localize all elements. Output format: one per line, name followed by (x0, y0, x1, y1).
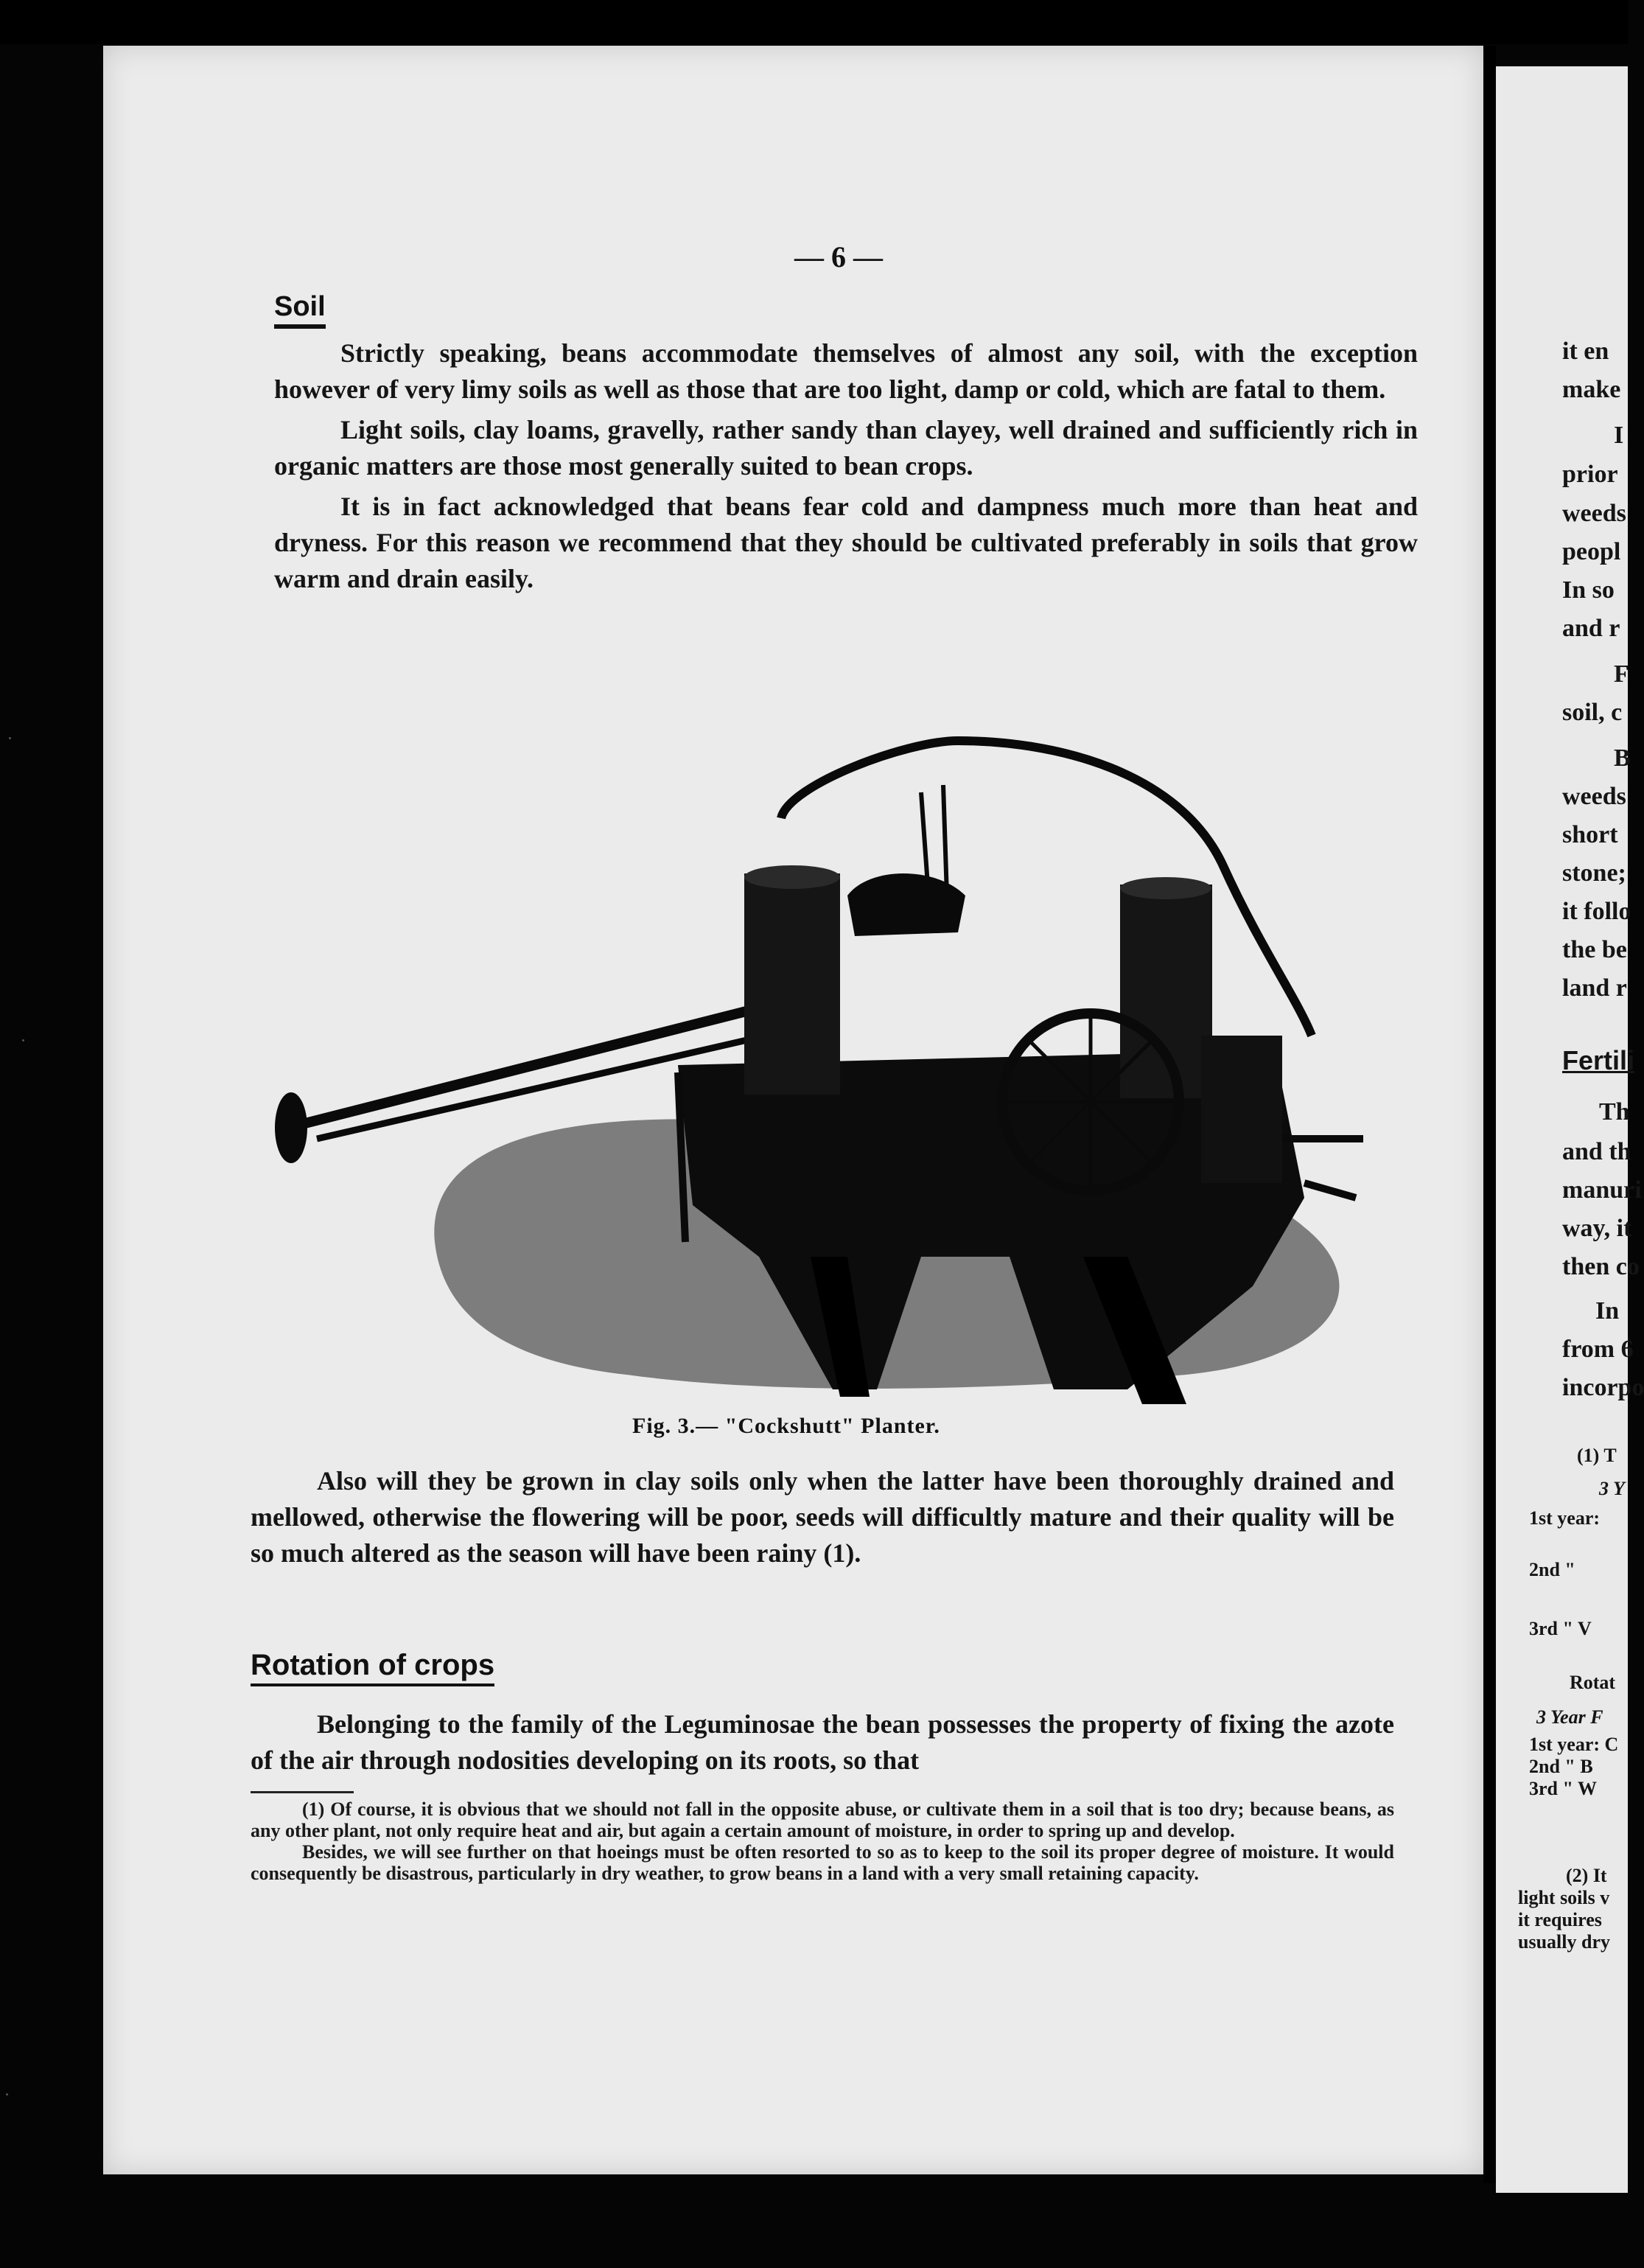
right-page-fragment: it follo (1562, 898, 1631, 925)
right-page-fragment: peopl (1562, 538, 1621, 565)
right-page-fragment: (2) It (1566, 1865, 1607, 1886)
right-page-fragment: prior (1562, 461, 1618, 488)
right-page-fragment: 3 Y (1599, 1478, 1625, 1499)
page-number: — 6 — (794, 240, 883, 273)
right-page-fragment: weeds (1562, 500, 1626, 527)
right-page-fragment: incorpo (1562, 1374, 1644, 1401)
rotation-text (251, 1706, 1394, 1783)
also-text (251, 1463, 1394, 1576)
scan-speck (22, 1039, 24, 1041)
right-page-fragment: 1st year: C (1529, 1734, 1619, 1755)
rotation-paragraph: Belonging to the family of the Leguminosae the bean possesses the property of fixing the azote of the air through nodosities developing on its roots, so that (251, 1709, 1394, 1775)
also-paragraph: Also will they be grown in clay soils only when the latter have been thoroughly drained and mellowed, otherwise the flowering will be poor, seeds will difficultly mature and their quality will be so much altered as the season will have been rainy (1). (251, 1466, 1394, 1568)
right-page-fragment: then co (1562, 1253, 1640, 1280)
right-page-fragment: and th (1562, 1138, 1631, 1165)
right-page-fragment: it en (1562, 338, 1609, 365)
right-page-fragment: soil, c (1562, 699, 1623, 726)
right-page-fragment: stone; (1562, 859, 1626, 887)
right-page-fragment: 3rd " V (1529, 1618, 1592, 1639)
soil-paragraph: It is in fact acknowledged that beans fear cold and dampness much more than heat and dryness. For this reason we recommend that they should be cultivated preferably in soils that grow warm and drain easily. (274, 492, 1418, 593)
footnote: (1) Of course, it is obvious that we should not fall in the opposite abuse, or cultivate them in a soil that is too dry; because beans, as any other plant, not only require heat and air, but again a certain amount of moisture, in order to spring up and develop. (251, 1798, 1394, 1841)
footnote-rule (251, 1791, 354, 1793)
scan-speck (6, 2093, 8, 2096)
right-page-fragment: B (1614, 744, 1631, 772)
right-page-fragment: 2nd " B (1529, 1756, 1593, 1777)
right-page-fragment: usually dry (1518, 1931, 1610, 1953)
right-page-fragment: and r (1562, 615, 1620, 642)
right-page-fragment: In so (1562, 576, 1615, 604)
soil-paragraph: Strictly speaking, beans accommodate themselves of almost any soil, with the exception however of very limy soils as well as those that are too light, damp or cold, which are fatal to them. (274, 338, 1418, 404)
right-page-fragment: Rotat (1570, 1672, 1616, 1693)
right-page-fragment: In (1595, 1297, 1620, 1325)
right-page-fragment: 1st year: (1529, 1507, 1601, 1529)
soil-text (274, 335, 1418, 601)
planter-illustration (258, 726, 1422, 1404)
right-page-fragment: from 6 (1562, 1336, 1634, 1363)
planter-drawing (258, 726, 1422, 1404)
right-page-fragment: it requires (1518, 1909, 1602, 1930)
right-page-fragment: the be (1562, 936, 1627, 963)
section-heading-rotation: Rotation of crops (251, 1647, 494, 1686)
right-page-fragment: make (1562, 376, 1621, 403)
footnote: Besides, we will see further on that hoeings must be often resorted to so as to keep to the soil its proper degree of moisture. It would consequently be disastrous, particularly in dry weather, to grow beans in a land with a very small retaining capacity. (251, 1841, 1394, 1884)
right-page-fragment: manuri (1562, 1176, 1642, 1204)
section-heading-soil: Soil (274, 289, 326, 329)
right-page-fragment: 3 Year F (1536, 1706, 1603, 1728)
pole-handle (275, 1092, 307, 1163)
right-page-fragment: I (1614, 422, 1624, 449)
fertilizer-box (1201, 1036, 1282, 1183)
right-page-fragment: F (1614, 660, 1629, 688)
right-page-fragment: 2nd " (1529, 1559, 1575, 1580)
right-page-fragment: short (1562, 821, 1618, 848)
right-page-fragment: land r (1562, 974, 1627, 1002)
page-gutter (1483, 46, 1496, 2183)
right-page-heading: Fertili (1562, 1045, 1635, 1075)
right-page-fragment: 3rd " W (1529, 1778, 1597, 1799)
seed-hopper-left (744, 873, 840, 1095)
scan-speck (9, 737, 11, 739)
right-page-fragment: (1) T (1577, 1445, 1617, 1466)
right-page-fragment: weeds (1562, 783, 1626, 810)
scan-border-top (0, 0, 1628, 44)
right-page-fragment: Th (1599, 1098, 1630, 1126)
figure-caption: Fig. 3.— "Cockshutt" Planter. (632, 1414, 940, 1438)
soil-paragraph: Light soils, clay loams, gravelly, rather sandy than clayey, well drained and sufficiently rich in organic matters are those most generally suited to bean crops. (274, 415, 1418, 481)
right-page-fragment: way, it (1562, 1215, 1632, 1242)
right-page-fragment: light soils v (1518, 1887, 1610, 1908)
footnotes (251, 1798, 1394, 1884)
